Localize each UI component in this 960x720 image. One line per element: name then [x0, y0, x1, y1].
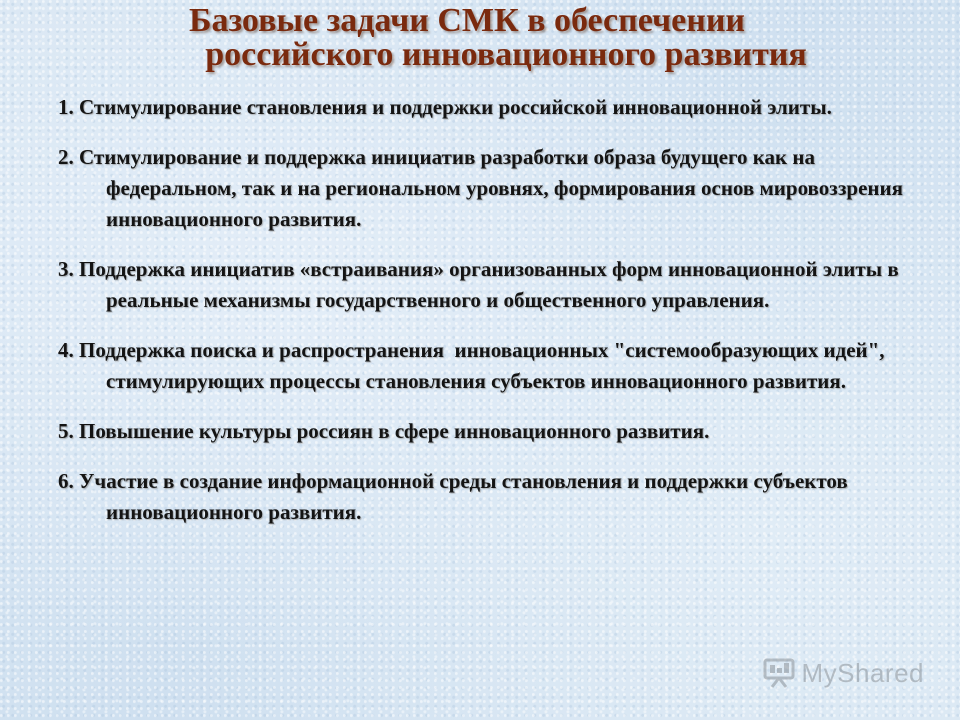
- task-number: 4.: [58, 338, 74, 362]
- task-text: Повышение культуры россиян в сфере инновационного развития.: [79, 419, 710, 443]
- slide-title-line-1: Базовые задачи СМК в обеспечении: [188, 2, 746, 39]
- slide-title: [0, 4, 960, 72]
- task-number: 5.: [58, 419, 74, 443]
- task-item: [58, 416, 948, 447]
- task-text: Участие в создание информационной среды становления и поддержки субъектов инновационного развития.: [79, 469, 848, 524]
- task-item: [58, 466, 948, 528]
- task-item: [58, 142, 948, 235]
- presentation-board-icon: [762, 656, 796, 690]
- task-list: [58, 92, 948, 547]
- slide-title-line-2: российского инновационного развития: [205, 36, 807, 73]
- watermark[interactable]: [762, 656, 925, 690]
- task-text: Поддержка инициатив «встраивания» организованных форм инновационной элиты в реальные механизмы государственного и общественного управления.: [79, 257, 899, 312]
- task-item: [58, 335, 948, 397]
- task-number: 1.: [58, 95, 74, 119]
- task-number: 2.: [58, 145, 74, 169]
- watermark-text: MyShared: [801, 657, 924, 688]
- task-text: Стимулирование и поддержка инициатив разработки образа будущего как на федеральном, так и на региональном уровнях, формирования основ мировоззрения инновационного развития.: [79, 145, 903, 231]
- task-number: 6.: [58, 469, 74, 493]
- task-text: Стимулирование становления и поддержки российской инновационной элиты.: [79, 95, 832, 119]
- task-item: [58, 92, 948, 123]
- task-number: 3.: [58, 257, 74, 281]
- task-text: Поддержка поиска и распространения инновационных "системообразующих идей", стимулирующих процессы становления субъектов инновационного развития.: [79, 338, 890, 393]
- task-item: [58, 254, 948, 316]
